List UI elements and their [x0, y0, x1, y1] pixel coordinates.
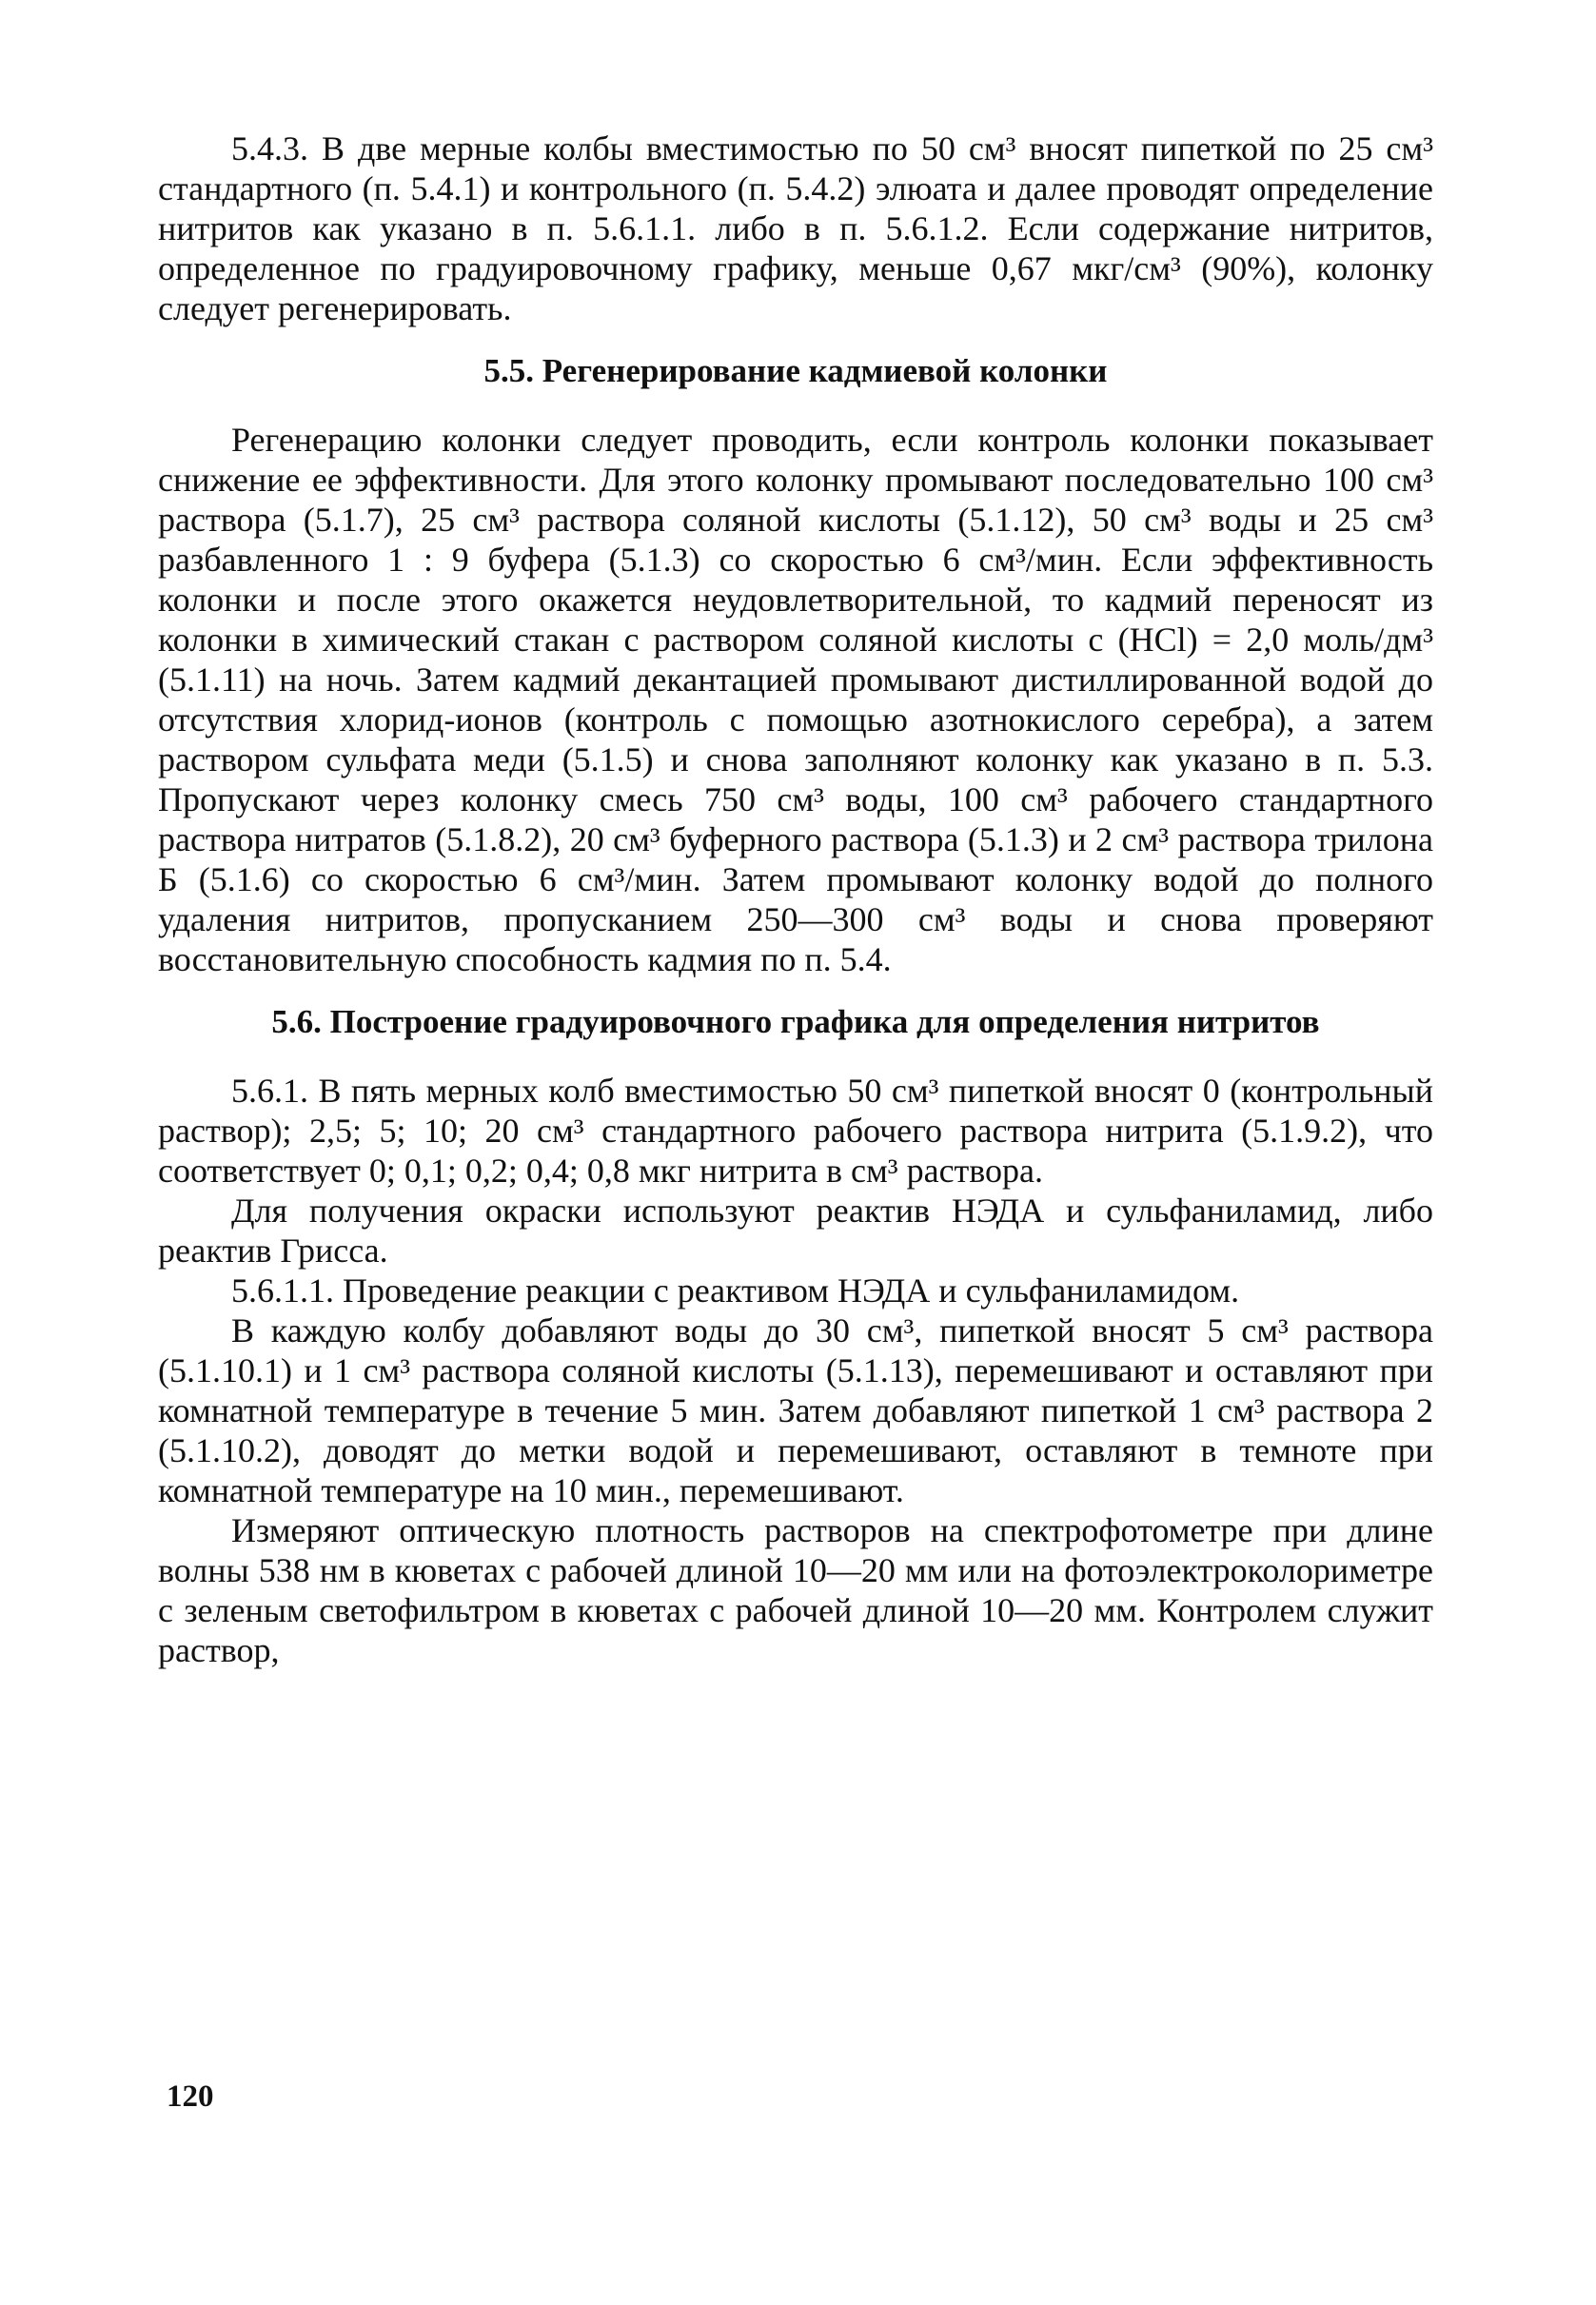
- section-heading-5-6: 5.6. Построение градуировочного графика для определения нитритов: [271, 1003, 1320, 1040]
- paragraph-5-6-1: 5.6.1. В пять мерных колб вместимостью 50 см³ пипеткой вносят 0 (контрольный раствор); 2,5; 5; 10; 20 см³ стандартного рабочего раствора нитрита (5.1.9.2), что соответствует 0; 0,1; 0,2; 0,4; 0,8 мкг нитрита в см³ раствора.: [158, 1072, 1433, 1190]
- paragraph-column-regeneration: Регенерацию колонки следует проводить, если контроль колонки показывает снижение ее эффективности. Для этого колонку промывают последовательно 100 см³ раствора (5.1.7), 25 см³ раствора соляной кислоты (5.1.12), 50 см³ воды и 25 см³ разбавленного 1 : 9 буфера (5.1.3) со скоростью 6 см³/мин. Если эффективность колонки и после этого окажется неудовлетворительной, то кадмий переносят из колонки в химический стакан с раствором соляной кислоты с (HCl) = 2,0 моль/дм³ (5.1.11) на ночь. Затем кадмий декантацией промывают дистиллированной водой до отсутствия хлорид-ионов (контроль с помощью азотнокислого серебра), а затем раствором сульфата меди (5.1.5) и снова заполняют колонку как указано в п. 5.3. Пропускают через колонку смесь 750 см³ воды, 100 см³ рабочего стандартного раствора нитратов (5.1.8.2), 20 см³ буферного раствора (5.1.3) и 2 см³ раствора трилона Б (5.1.6) со скоростью 6 см³/мин. Затем промывают колонку водой до полного удаления нитритов, пропусканием 250—300 см³ воды и снова проверяют восстановительную способность кадмия по п. 5.4.: [158, 421, 1433, 978]
- paragraph-reagents: Для получения окраски используют реактив НЭДА и сульфаниламид, либо реактив Грисса.: [158, 1192, 1433, 1270]
- section-heading-5-5: 5.5. Регенерирование кадмиевой колонки: [483, 352, 1108, 389]
- page-number: 120: [167, 2079, 214, 2114]
- page-body: [158, 128, 1433, 1670]
- paragraph-measurement: Измеряют оптическую плотность растворов на спектрофотометре при длине волны 538 нм в кюветах с рабочей длиной 10—20 мм или на фотоэлектроколориметре с зеленым светофильтром в кюветах с рабочей длиной 10—20 мм. Контролем служит раствор,: [158, 1511, 1433, 1669]
- paragraph-5-4-3: 5.4.3. В две мерные колбы вместимостью по 50 см³ вносят пипеткой по 25 см³ стандартного (п. 5.4.1) и контрольного (п. 5.4.2) элюата и далее проводят определение нитритов как указано в п. 5.6.1.1. либо в п. 5.6.1.2. Если содержание нитритов, определенное по градуировочному графику, меньше 0,67 мкг/см³ (90%), колонку следует регенерировать.: [158, 129, 1433, 327]
- paragraph-procedure: В каждую колбу добавляют воды до 30 см³, пипеткой вносят 5 см³ раствора (5.1.10.1) и 1 см³ раствора соляной кислоты (5.1.13), перемешивают и оставляют при комнатной температуре в течение 5 мин. Затем добавляют пипеткой 1 см³ раствора 2 (5.1.10.2), доводят до метки водой и перемешивают, оставляют в темноте при комнатной температуре на 10 мин., перемешивают.: [158, 1311, 1433, 1509]
- paragraph-5-6-1-1: 5.6.1.1. Проведение реакции с реактивом НЭДА и сульфаниламидом.: [231, 1271, 1240, 1310]
